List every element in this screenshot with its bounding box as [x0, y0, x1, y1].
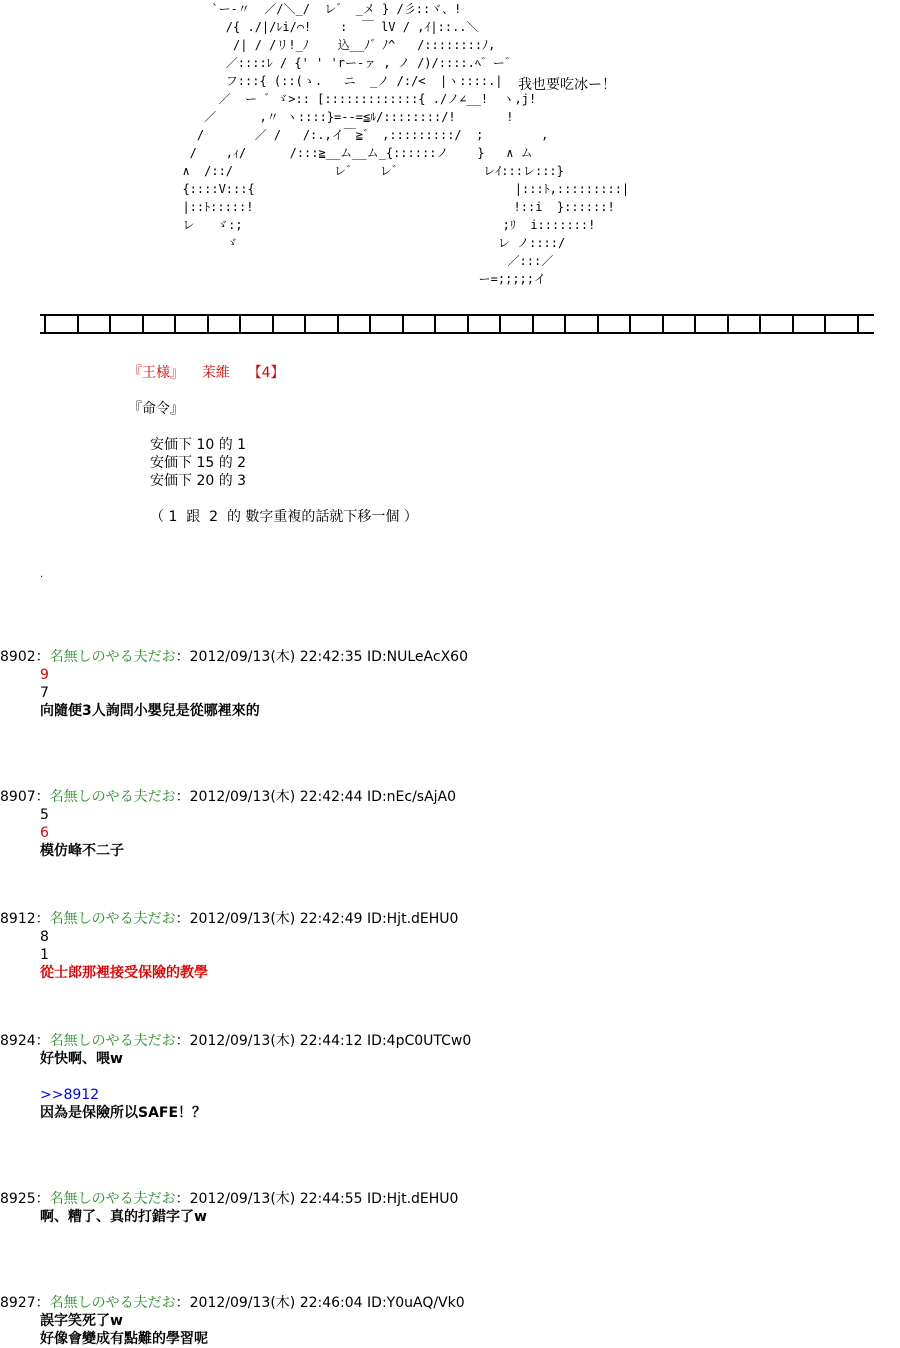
post-body: [0, 1208, 900, 1226]
post-body: [0, 1312, 900, 1348]
poster-name: 名無しのやる夫だお: [49, 1295, 176, 1311]
rail-tick: [434, 316, 436, 334]
rail-tick: [272, 316, 274, 334]
post-number[interactable]: 8925: [0, 1191, 36, 1207]
post-body: [0, 1050, 900, 1122]
post: [0, 1294, 900, 1348]
post: [0, 910, 900, 982]
post-line: 啊、糟了、真的打錯字了w: [40, 1209, 207, 1225]
poster-name: 名無しのやる夫だお: [49, 911, 176, 927]
rule-line: 安価下 15 的 2: [150, 455, 247, 471]
post-sep: ：: [35, 789, 50, 805]
rail-tick: [857, 316, 859, 334]
post-line: 1: [40, 947, 49, 963]
rail-tick: [44, 316, 46, 334]
rail-tick: [792, 316, 794, 334]
rail-tick: [467, 316, 469, 334]
rule-line: 安価下 20 的 3: [150, 473, 247, 489]
rail-tick: [694, 316, 696, 334]
post-header: [0, 1294, 900, 1312]
rail-tick: [727, 316, 729, 334]
king-line: 『王様』 茉維 【4】: [128, 365, 285, 381]
poster-name: 名無しのやる夫だお: [49, 649, 176, 665]
post: [0, 1032, 900, 1122]
order-rules: [150, 436, 246, 490]
post-meta: ：2012/09/13(木) 22:42:44 ID:nEc/sAjA0: [175, 789, 457, 805]
post-line: 誤字笑死了w: [40, 1313, 123, 1329]
rail-tick: [532, 316, 534, 334]
post: [0, 1190, 900, 1226]
post-line: 7: [40, 685, 49, 701]
post-sep: ：: [35, 1033, 50, 1049]
post-sep: ：: [35, 1191, 50, 1207]
post-number[interactable]: 8924: [0, 1033, 36, 1049]
rail-tick: [402, 316, 404, 334]
ascii-art-text: `ー-〃 ／/＼_/ レ゛ _メ } /彡::ヾ、! /{ ./|/ﾚi/⌒! : ￣ lV / ,ｲ|::..＼ /| / /リ!_ﾉ 込__ﾉ゛ﾉ^ /::::::::ﾉ, ／::::ﾚ / {' ' 'rー-ァ , ノ /)/::::.ﾍ゛ー゛ フ:::{ (::(ゝ. ニ _ノ /:/< |ヽ::::.| ／ ー ゛ゞ>:: [:::::::::::::{ ./ノ∠__! ヽ,j! ／ ,〃 ヽ::::}=--=≦ﾙ/::::::::/! ! / ／ / /:.,イ￣≧゛ ,:::::::::/ ; , / ,ｨ/ /:::≧__ム__ム_{::::::ノ } ∧ ム ∧ /::/ レ゛ レ゛ レｲ:::レ:::} {::::V:::{ |:::ﾄ,:::::::::| |::ﾄ:::::! !::i }::::::! レ ゞ:; ;ﾘ i:::::::! ゞ レ ノ::::/ ／:::／ ー=;;;;;イ: [182, 2, 630, 286]
post-header: [0, 910, 900, 928]
post-number[interactable]: 8907: [0, 789, 36, 805]
rail-tick: [597, 316, 599, 334]
post-line: 模仿峰不二子: [40, 843, 124, 859]
post-header: [0, 1190, 900, 1208]
rail-tick: [629, 316, 631, 334]
post-line: 8: [40, 929, 49, 945]
poster-name: 名無しのやる夫だお: [49, 1191, 176, 1207]
rail-tick: [239, 316, 241, 334]
rail-tick: [142, 316, 144, 334]
rail-bottom-line: [40, 332, 874, 334]
rail-tick: [77, 316, 79, 334]
post-line: 向隨便3人詢問小嬰兒是從哪裡來的: [40, 703, 260, 719]
post-line: 好像會變成有點難的學習呢: [40, 1331, 208, 1347]
rail-divider: [40, 314, 874, 336]
rail-tick: [304, 316, 306, 334]
rule-line: 安価下 10 的 1: [150, 437, 247, 453]
post-line: 從士郎那裡接受保險的教學: [40, 965, 208, 981]
post-line: 因為是保險所以SAFE！？: [40, 1105, 207, 1121]
rail-tick: [824, 316, 826, 334]
post-line: 5: [40, 807, 49, 823]
post-sep: ：: [35, 649, 50, 665]
rail-tick: [207, 316, 209, 334]
post-header: [0, 788, 900, 806]
post-meta: ：2012/09/13(木) 22:42:49 ID:Hjt.dEHU0: [175, 911, 459, 927]
post: [0, 648, 900, 720]
rail-tick: [369, 316, 371, 334]
post-line: 6: [40, 825, 49, 841]
rail-tick: [759, 316, 761, 334]
post-body: [0, 928, 900, 982]
post-header: [0, 648, 900, 666]
post-body: [0, 666, 900, 720]
poster-name: 名無しのやる夫だお: [49, 789, 176, 805]
post: [0, 788, 900, 860]
rail-tick: [337, 316, 339, 334]
post-line: 9: [40, 667, 49, 683]
post-meta: ：2012/09/13(木) 22:42:35 ID:NULeAcX60: [175, 649, 468, 665]
post-header: [0, 1032, 900, 1050]
post-number[interactable]: 8927: [0, 1295, 36, 1311]
post-meta: ：2012/09/13(木) 22:46:04 ID:Y0uAQ/Vk0: [175, 1295, 465, 1311]
post-number[interactable]: 8912: [0, 911, 36, 927]
post-body: [0, 806, 900, 860]
rail-tick: [174, 316, 176, 334]
post-sep: ：: [35, 911, 50, 927]
post-number[interactable]: 8902: [0, 649, 36, 665]
post-sep: ：: [35, 1295, 50, 1311]
rail-tick: [564, 316, 566, 334]
reply-anchor-link[interactable]: >>8912: [40, 1087, 100, 1103]
order-title: 『命令』: [128, 401, 184, 417]
order-note: （ 1 跟 2 的 數字重複的話就下移一個 ）: [150, 509, 418, 525]
rail-tick: [499, 316, 501, 334]
post-meta: ：2012/09/13(木) 22:44:55 ID:Hjt.dEHU0: [175, 1191, 459, 1207]
speech-line: 我也要吃冰ー！: [518, 77, 616, 93]
post-line: 好快啊、喂w: [40, 1051, 123, 1067]
rail-tick: [109, 316, 111, 334]
rail-tick: [662, 316, 664, 334]
post-line: [40, 1068, 900, 1086]
stray-dot: .: [40, 569, 44, 580]
rail-top-line: [40, 314, 874, 316]
post-meta: ：2012/09/13(木) 22:44:12 ID:4pC0UTCw0: [175, 1033, 472, 1049]
poster-name: 名無しのやる夫だお: [49, 1033, 176, 1049]
